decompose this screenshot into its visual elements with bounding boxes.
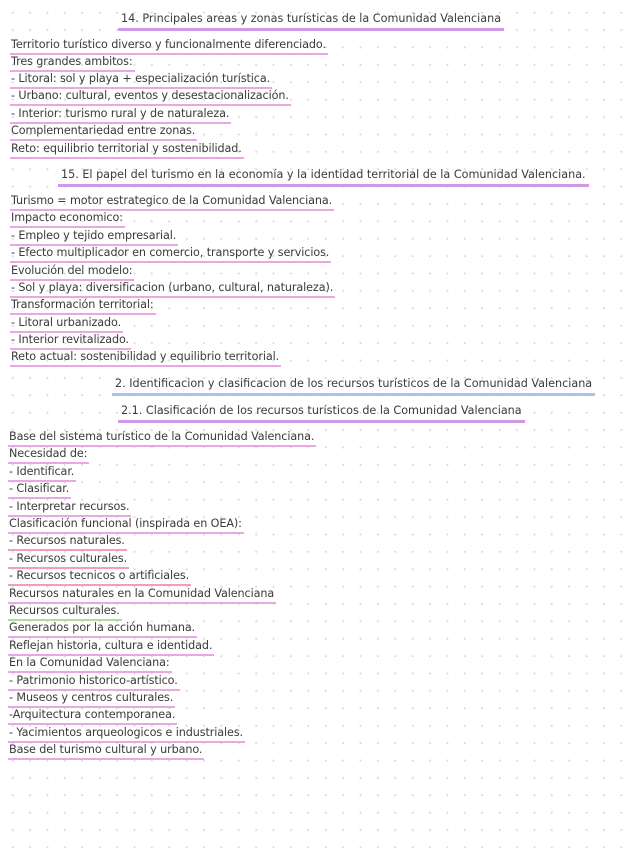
note-line: - Interior revitalizado. [10, 333, 131, 350]
heading-14: 14. Principales areas y zonas turísticas de la Comunidad Valenciana [118, 12, 504, 31]
note-line: Clasificación funcional (inspirada en OEA): [8, 517, 244, 534]
note-line: Reflejan historia, cultura e identidad. [8, 639, 214, 656]
heading-15: 15. El papel del turismo en la economía y la identidad territorial de la Comunidad Valenciana. [58, 168, 589, 187]
note-line: Necesidad de: [8, 447, 89, 464]
note-line: Evolución del modelo: [10, 264, 134, 281]
note-line: - Recursos tecnicos o artificiales. [8, 569, 191, 586]
note-line: Reto actual: sostenibilidad y equilibrio territorial. [10, 350, 281, 367]
note-line: Generados por la acción humana. [8, 621, 197, 638]
note-line: Territorio turístico diverso y funcionalmente diferenciado. [10, 38, 328, 55]
note-line: - Identificar. [8, 465, 76, 482]
note-line: - Recursos naturales. [8, 534, 127, 551]
note-line: - Urbano: cultural, eventos y desestacionalización. [10, 89, 291, 106]
note-line: Reto: equilibrio territorial y sostenibilidad. [10, 142, 244, 159]
note-line: - Litoral urbanizado. [10, 316, 123, 333]
note-line: - Interpretar recursos. [8, 500, 131, 517]
note-line: Impacto economico: [10, 211, 125, 228]
note-line: Recursos culturales. [8, 604, 122, 621]
heading-2: 2. Identificacion y clasificacion de los recursos turísticos de la Comunidad Valenciana [112, 377, 595, 396]
note-line: Transformación territorial: [10, 298, 156, 315]
note-line: En la Comunidad Valenciana: [8, 656, 172, 673]
note-line: - Sol y playa: diversificacion (urbano, cultural, naturaleza). [10, 281, 335, 298]
note-line: - Museos y centros culturales. [8, 691, 175, 708]
heading-2-1: 2.1. Clasificación de los recursos turísticos de la Comunidad Valenciana [118, 404, 525, 423]
note-line: - Recursos culturales. [8, 552, 129, 569]
note-line: - Clasificar. [8, 482, 71, 499]
note-line: Base del sistema turístico de la Comunidad Valenciana. [8, 430, 316, 447]
note-line: - Interior: turismo rural y de naturaleza. [10, 107, 231, 124]
note-line: - Patrimonio historico-artístico. [8, 674, 180, 691]
note-line: Recursos naturales en la Comunidad Valenciana [8, 587, 276, 604]
note-line: -Arquitectura contemporanea. [8, 708, 177, 725]
note-line: Base del turismo cultural y urbano. [8, 743, 204, 760]
note-line: - Litoral: sol y playa + especialización turística. [10, 72, 272, 89]
note-line: Tres grandes ambitos: [10, 55, 135, 72]
note-line: Turismo = motor estrategico de la Comunidad Valenciana. [10, 194, 334, 211]
note-line: - Yacimientos arqueologicos e industriales. [8, 726, 245, 743]
note-line: - Efecto multiplicador en comercio, transporte y servicios. [10, 246, 331, 263]
note-line: - Empleo y tejido empresarial. [10, 229, 178, 246]
note-line: Complementariedad entre zonas. [10, 124, 197, 141]
